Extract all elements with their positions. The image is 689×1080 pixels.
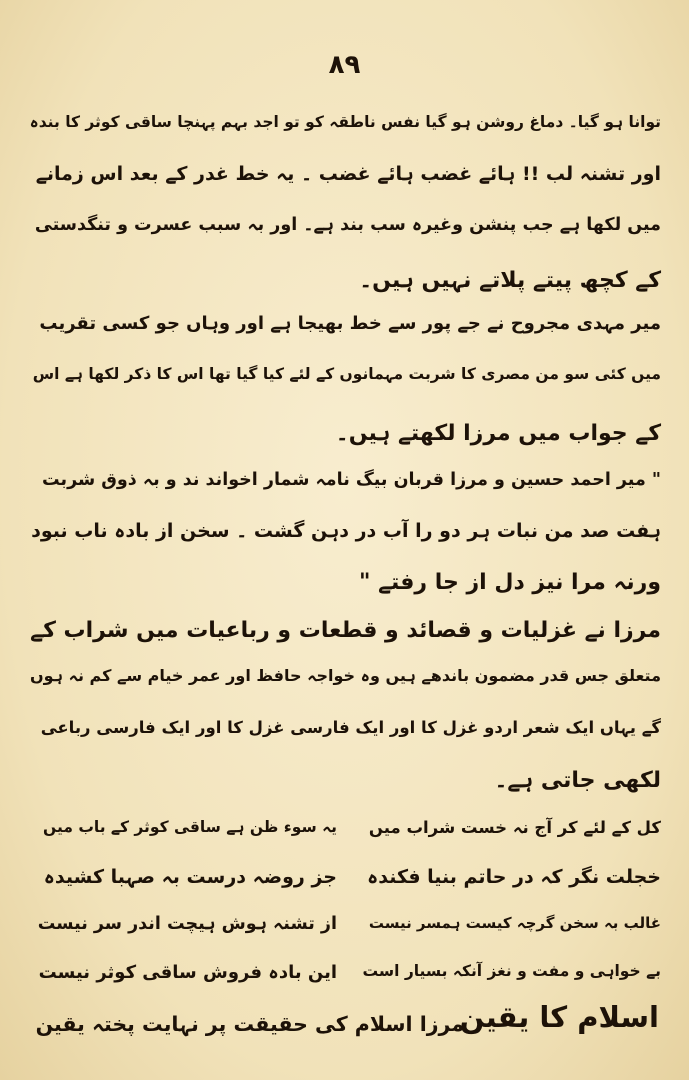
text-line: توانا ہو گیا۔ دماغ روشن ہو گیا نفس ناطقہ کو تو اجد بہم پہنچا ساقی کوثر کا بندہ [29, 113, 661, 131]
verse-right-4: بے خواہی و مفت و نغز آنکہ بسیار است [362, 962, 661, 980]
text-line: گے یہاں ایک شعر اردو غزل کا اور ایک فارسی غزل کا اور ایک فارسی رباعی [40, 718, 661, 737]
text-line: میں کئی سو من مصری کا شربت مہمانوں کے لئے کیا گیا تھا اس کا ذکر لکھا ہے اس [32, 365, 661, 383]
text-line: " میر احمد حسین و مرزا قربان بیگ نامہ شمار اخواند ند و بہ ذوق شربت [41, 470, 661, 490]
verse-right-3: غالب بہ سخن گرچہ کیست ہمسر نیست [368, 914, 661, 932]
text-line: ورنہ مرا نیز دل از جا رفتے " [359, 570, 661, 595]
text-line: ہفت صد من نبات ہر دو را آب در دہن گشت ۔ سخن از بادہ ناب نبود [31, 520, 661, 542]
verse-right-2: خجلت نگر کہ در حاتم بنیا فکندہ [367, 866, 661, 888]
text-line: اور تشنہ لب !! ہائے غضب ہائے غضب ۔ یہ خط غدر کے بعد اس زمانے [35, 163, 661, 185]
verse-left-1: یہ سوء ظن ہے ساقی کوثر کے باب میں [43, 818, 337, 836]
verse-left-4: این بادہ فروش ساقی کوثر نیست [38, 962, 337, 983]
text-line: میں لکھا ہے جب پنشن وغیرہ سب بند ہے۔ اور بہ سبب عسرت و تنگدستی [34, 215, 661, 235]
verse-left-2: جز روضہ درست بہ صہبا کشیدہ [43, 866, 337, 888]
section-first-line: مرزا اسلام کی حقیقت پر نہایت پختہ یقین [35, 1012, 464, 1036]
section-heading: اسلام کا یقین [459, 1000, 659, 1034]
page-number: ۸۹ [328, 50, 361, 80]
verse-left-3: از تشنہ ہوش ہیچت اندر سر نیست [37, 914, 337, 934]
verse-right-1: کل کے لئے کر آج نہ خست شراب میں [368, 818, 661, 837]
text-line: کے کچھ پیتے پلاتے نہیں ہیں۔ [359, 268, 661, 293]
text-line: کے جواب میں مرزا لکھتے ہیں۔ [335, 421, 661, 446]
text-line: لکھی جاتی ہے۔ [494, 768, 661, 793]
text-line: مرزا نے غزلیات و قصائد و قطعات و رباعیات میں شراب کے [30, 618, 661, 643]
text-line: متعلق جس قدر مضمون باندھے ہیں وہ خواجہ حافظ اور عمر خیام سے کم نہ ہوں [29, 666, 661, 685]
text-line: میر مہدی مجروح نے جے پور سے خط بھیجا ہے اور وہاں جو کسی تقریب [39, 313, 661, 334]
